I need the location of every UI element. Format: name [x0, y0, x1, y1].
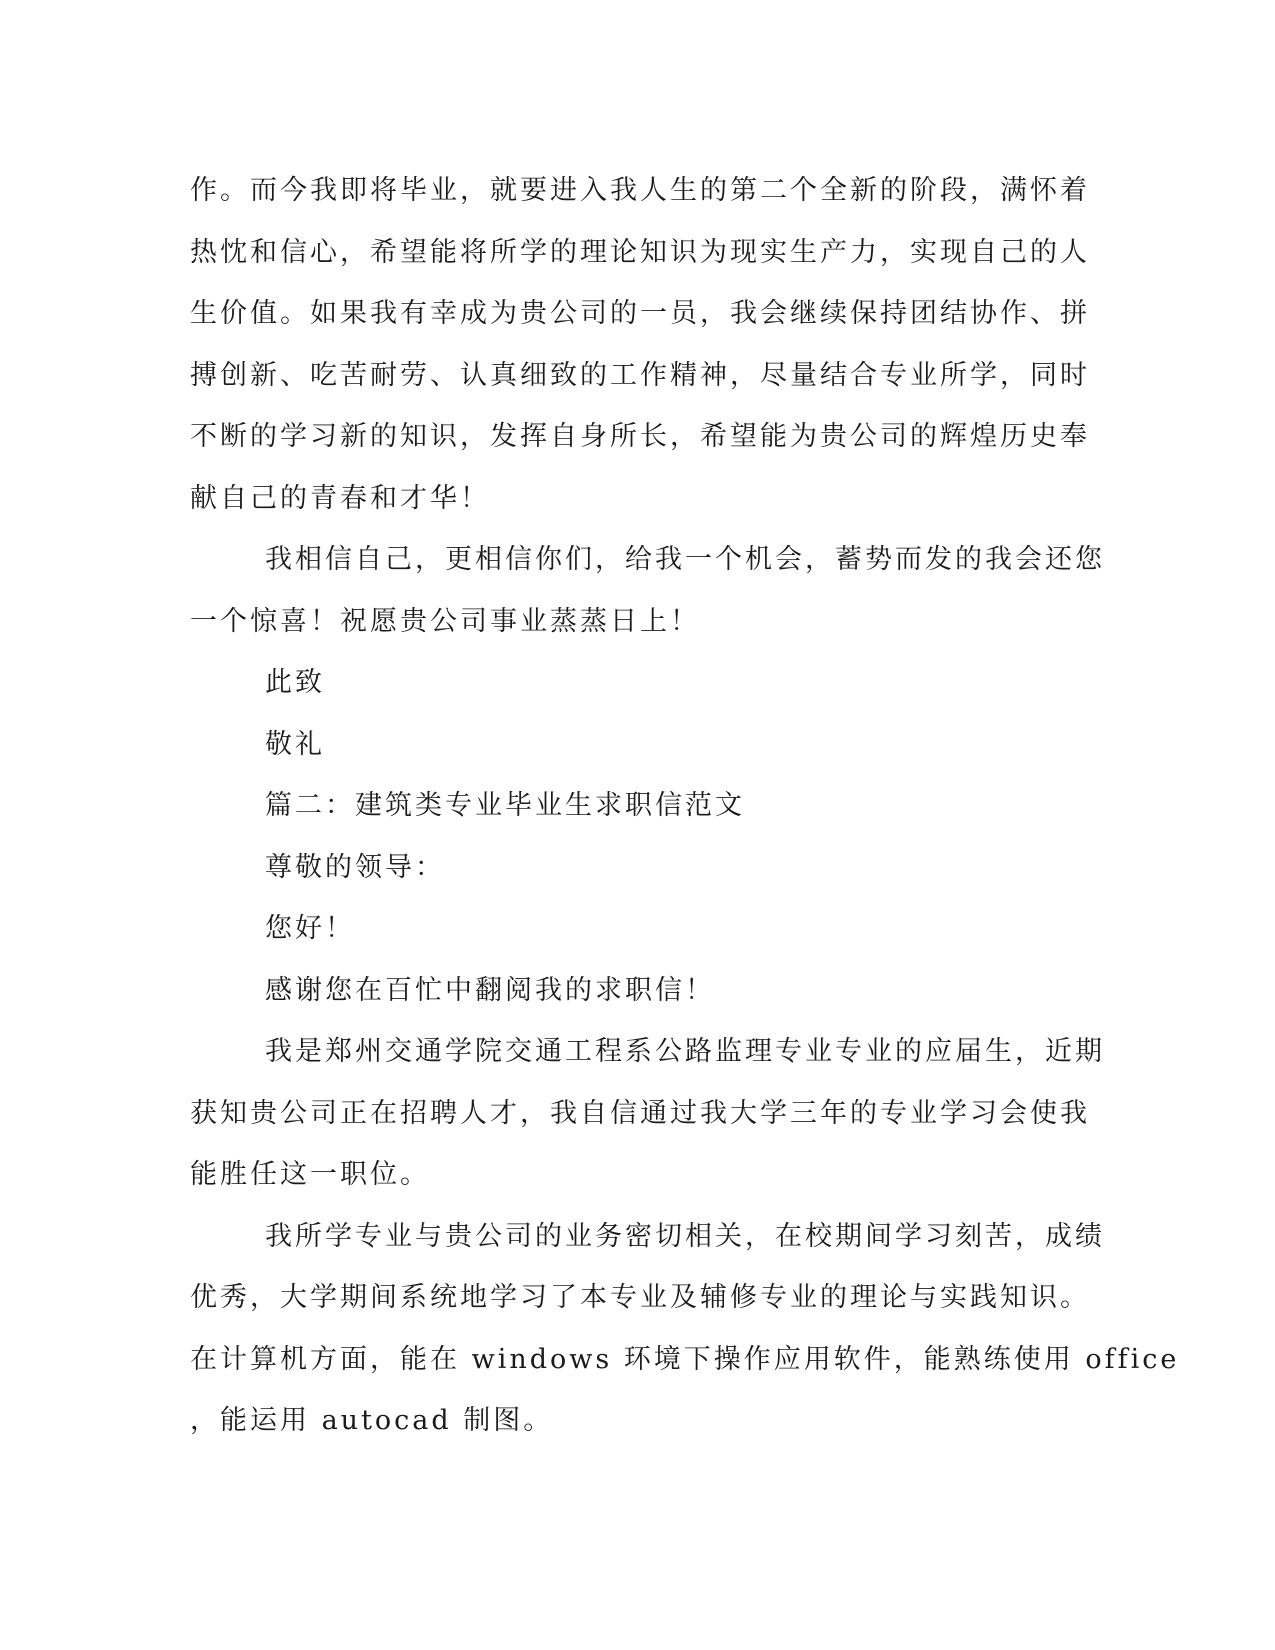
section-title: 篇二：建筑类专业毕业生求职信范文 — [265, 790, 745, 821]
closing-regards: 敬礼 — [265, 728, 325, 760]
text-line: 我相信自己，更相信你们，给我一个机会，蓄势而发的我会还您 — [265, 544, 1105, 575]
text-line: 优秀，大学期间系统地学习了本专业及辅修专业的理论与实践知识。 — [190, 1282, 1090, 1313]
text-line: 一个惊喜！祝愿贵公司事业蒸蒸日上！ — [190, 605, 700, 637]
text-line: 献自己的青春和才华！ — [190, 482, 490, 514]
text-line: 我是郑州交通学院交通工程系公路监理专业专业的应届生，近期 — [265, 1036, 1105, 1067]
greeting-hello: 您好！ — [265, 913, 355, 944]
text-line: 获知贵公司正在招聘人才，我自信通过我大学三年的专业学习会使我 — [190, 1097, 1090, 1129]
text-line: 感谢您在百忙中翻阅我的求职信！ — [265, 974, 715, 1006]
closing-salutation: 此致 — [265, 667, 325, 698]
text-line: 生价值。如果我有幸成为贵公司的一员，我会继续保持团结协作、拼 — [190, 298, 1090, 329]
text-line: 不断的学习新的知识，发挥自身所长，希望能为贵公司的辉煌历史奉 — [190, 421, 1090, 452]
text-line: 我所学专业与贵公司的业务密切相关，在校期间学习刻苦，成绩 — [265, 1220, 1105, 1252]
text-line: 在计算机方面，能在 windows 环境下操作应用软件，能熟练使用 office — [190, 1343, 1180, 1375]
text-line: 搏创新、吃苦耐劳、认真细致的工作精神，尽量结合专业所学，同时 — [190, 359, 1090, 391]
text-line: ，能运用 autocad 制图。 — [190, 1405, 554, 1436]
text-line: 作。而今我即将毕业，就要进入我人生的第二个全新的阶段，满怀着 — [190, 175, 1090, 206]
text-line: 热忱和信心，希望能将所学的理论知识为现实生产力，实现自己的人 — [190, 236, 1090, 268]
greeting: 尊敬的领导： — [265, 851, 445, 883]
text-line: 能胜任这一职位。 — [190, 1159, 430, 1190]
letter-body — [190, 160, 1180, 1452]
